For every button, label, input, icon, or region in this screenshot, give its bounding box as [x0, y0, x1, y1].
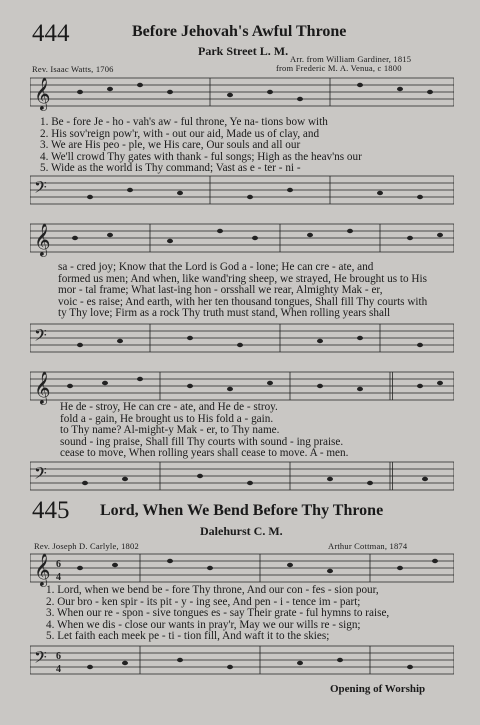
lyric-line: 2. His sov'reign pow'r, with - out our aid, Made us of clay, and	[40, 127, 320, 140]
lyrics-system-2	[58, 262, 427, 320]
lyric-line: 3. We are His peo - ple, we His care, Our souls and all our	[40, 139, 301, 152]
lyric-line: fold a - gain, He brought us to His fold a - gain.	[60, 412, 274, 425]
lyric-line: 4. We'll crowd Thy gates with thank - ful songs; High as the heav'ns our	[40, 150, 362, 163]
svg-text:𝄢: 𝄢	[34, 327, 47, 349]
bass-staff-2	[30, 318, 454, 362]
lyric-line: sound - ing praise, Shall fill Thy courts with sound - ing praise.	[60, 435, 344, 448]
bass-staff-1	[30, 170, 454, 214]
svg-text:6: 6	[56, 651, 61, 662]
lyric-line: 1. Be - fore Je - ho - vah's aw - ful throne, Ye na- tions bow with	[40, 116, 328, 128]
lyrics-system-3	[60, 402, 348, 460]
svg-text:𝄞: 𝄞	[34, 79, 51, 110]
lyric-line: 5. Let faith each meek pe - ti - tion fill, And waft it to the skies;	[46, 630, 330, 643]
svg-text:4: 4	[56, 664, 61, 675]
svg-text:4: 4	[56, 572, 61, 583]
treble-staff-2	[30, 218, 454, 262]
bass-staff-445	[30, 640, 454, 684]
svg-text:𝄞: 𝄞	[34, 225, 51, 256]
lyric-line: sa - cred joy; Know that the Lord is God a - lone; He can cre - ate, and	[58, 261, 374, 273]
lyric-line: 1. Lord, when we bend be - fore Thy throne, And our con - fes - sion pour,	[46, 584, 379, 596]
lyric-line: 2. Our bro - ken spir - its pit - y - ing see, And pen - i - tence im - part;	[46, 595, 361, 608]
lyric-line: 5. Wide as the world is Thy command; Vast as e - ter - ni -	[40, 162, 301, 175]
lyric-line: cease to move, When rolling years shall cease to move. A - men.	[60, 447, 349, 460]
author-credit-445: Rev. Joseph D. Carlyle, 1802	[34, 541, 139, 551]
bass-staff-3	[30, 456, 454, 500]
lyric-line: voic - es raise; And earth, with her ten thousand tongues, Shall fill Thy courts with	[58, 295, 428, 308]
svg-text:𝄢: 𝄢	[34, 649, 47, 671]
lyric-line: to Thy name? Al-might-y Mak - er, to Thy name.	[60, 424, 280, 437]
lyrics-system-1	[40, 117, 362, 175]
composer-credit-444: from Frederic M. A. Venua, c 1800	[276, 63, 402, 73]
arranger-credit-444: Arr. from William Gardiner, 1815	[290, 54, 412, 64]
author-credit-444: Rev. Isaac Watts, 1706	[32, 64, 114, 74]
lyric-line: 4. When we dis - close our wants in pray'r, May we our wills re - sign;	[46, 618, 361, 631]
lyric-line: He de - stroy, He can cre - ate, and He de - stroy.	[60, 401, 278, 413]
section-footer: Opening of Worship	[330, 683, 426, 695]
hymn-number-445: 445	[32, 497, 70, 524]
tune-name-445: Dalehurst C. M.	[200, 524, 283, 538]
treble-staff-1	[30, 72, 454, 116]
svg-text:𝄢: 𝄢	[34, 465, 47, 487]
tune-name-444: Park Street L. M.	[198, 44, 289, 58]
svg-text:𝄞: 𝄞	[34, 373, 51, 404]
hymn-title-444: Before Jehovah's Awful Throne	[132, 23, 347, 40]
lyric-line: mor - tal frame; What last-ing hon - orsshall we rear, Almighty Mak - er,	[58, 284, 383, 297]
lyric-line: ty Thy love; Firm as a rock Thy truth must stand, When rolling years shall	[58, 307, 391, 320]
svg-text:𝄢: 𝄢	[34, 179, 47, 201]
composer-credit-445: Arthur Cottman, 1874	[328, 541, 408, 551]
hymn-number-444: 444	[32, 20, 70, 47]
lyric-line: formed us men; And when, like wand'ring sheep, we strayed, He brought us to His	[58, 272, 427, 285]
svg-text:𝄞: 𝄞	[34, 555, 51, 586]
hymn-title-445: Lord, When We Bend Before Thy Throne	[100, 502, 384, 519]
lyrics-system-445	[46, 585, 389, 643]
lyric-line: 3. When our re - spon - sive tongues es - say Their grate - ful hymns to raise,	[46, 607, 390, 620]
svg-text:6: 6	[56, 559, 61, 570]
